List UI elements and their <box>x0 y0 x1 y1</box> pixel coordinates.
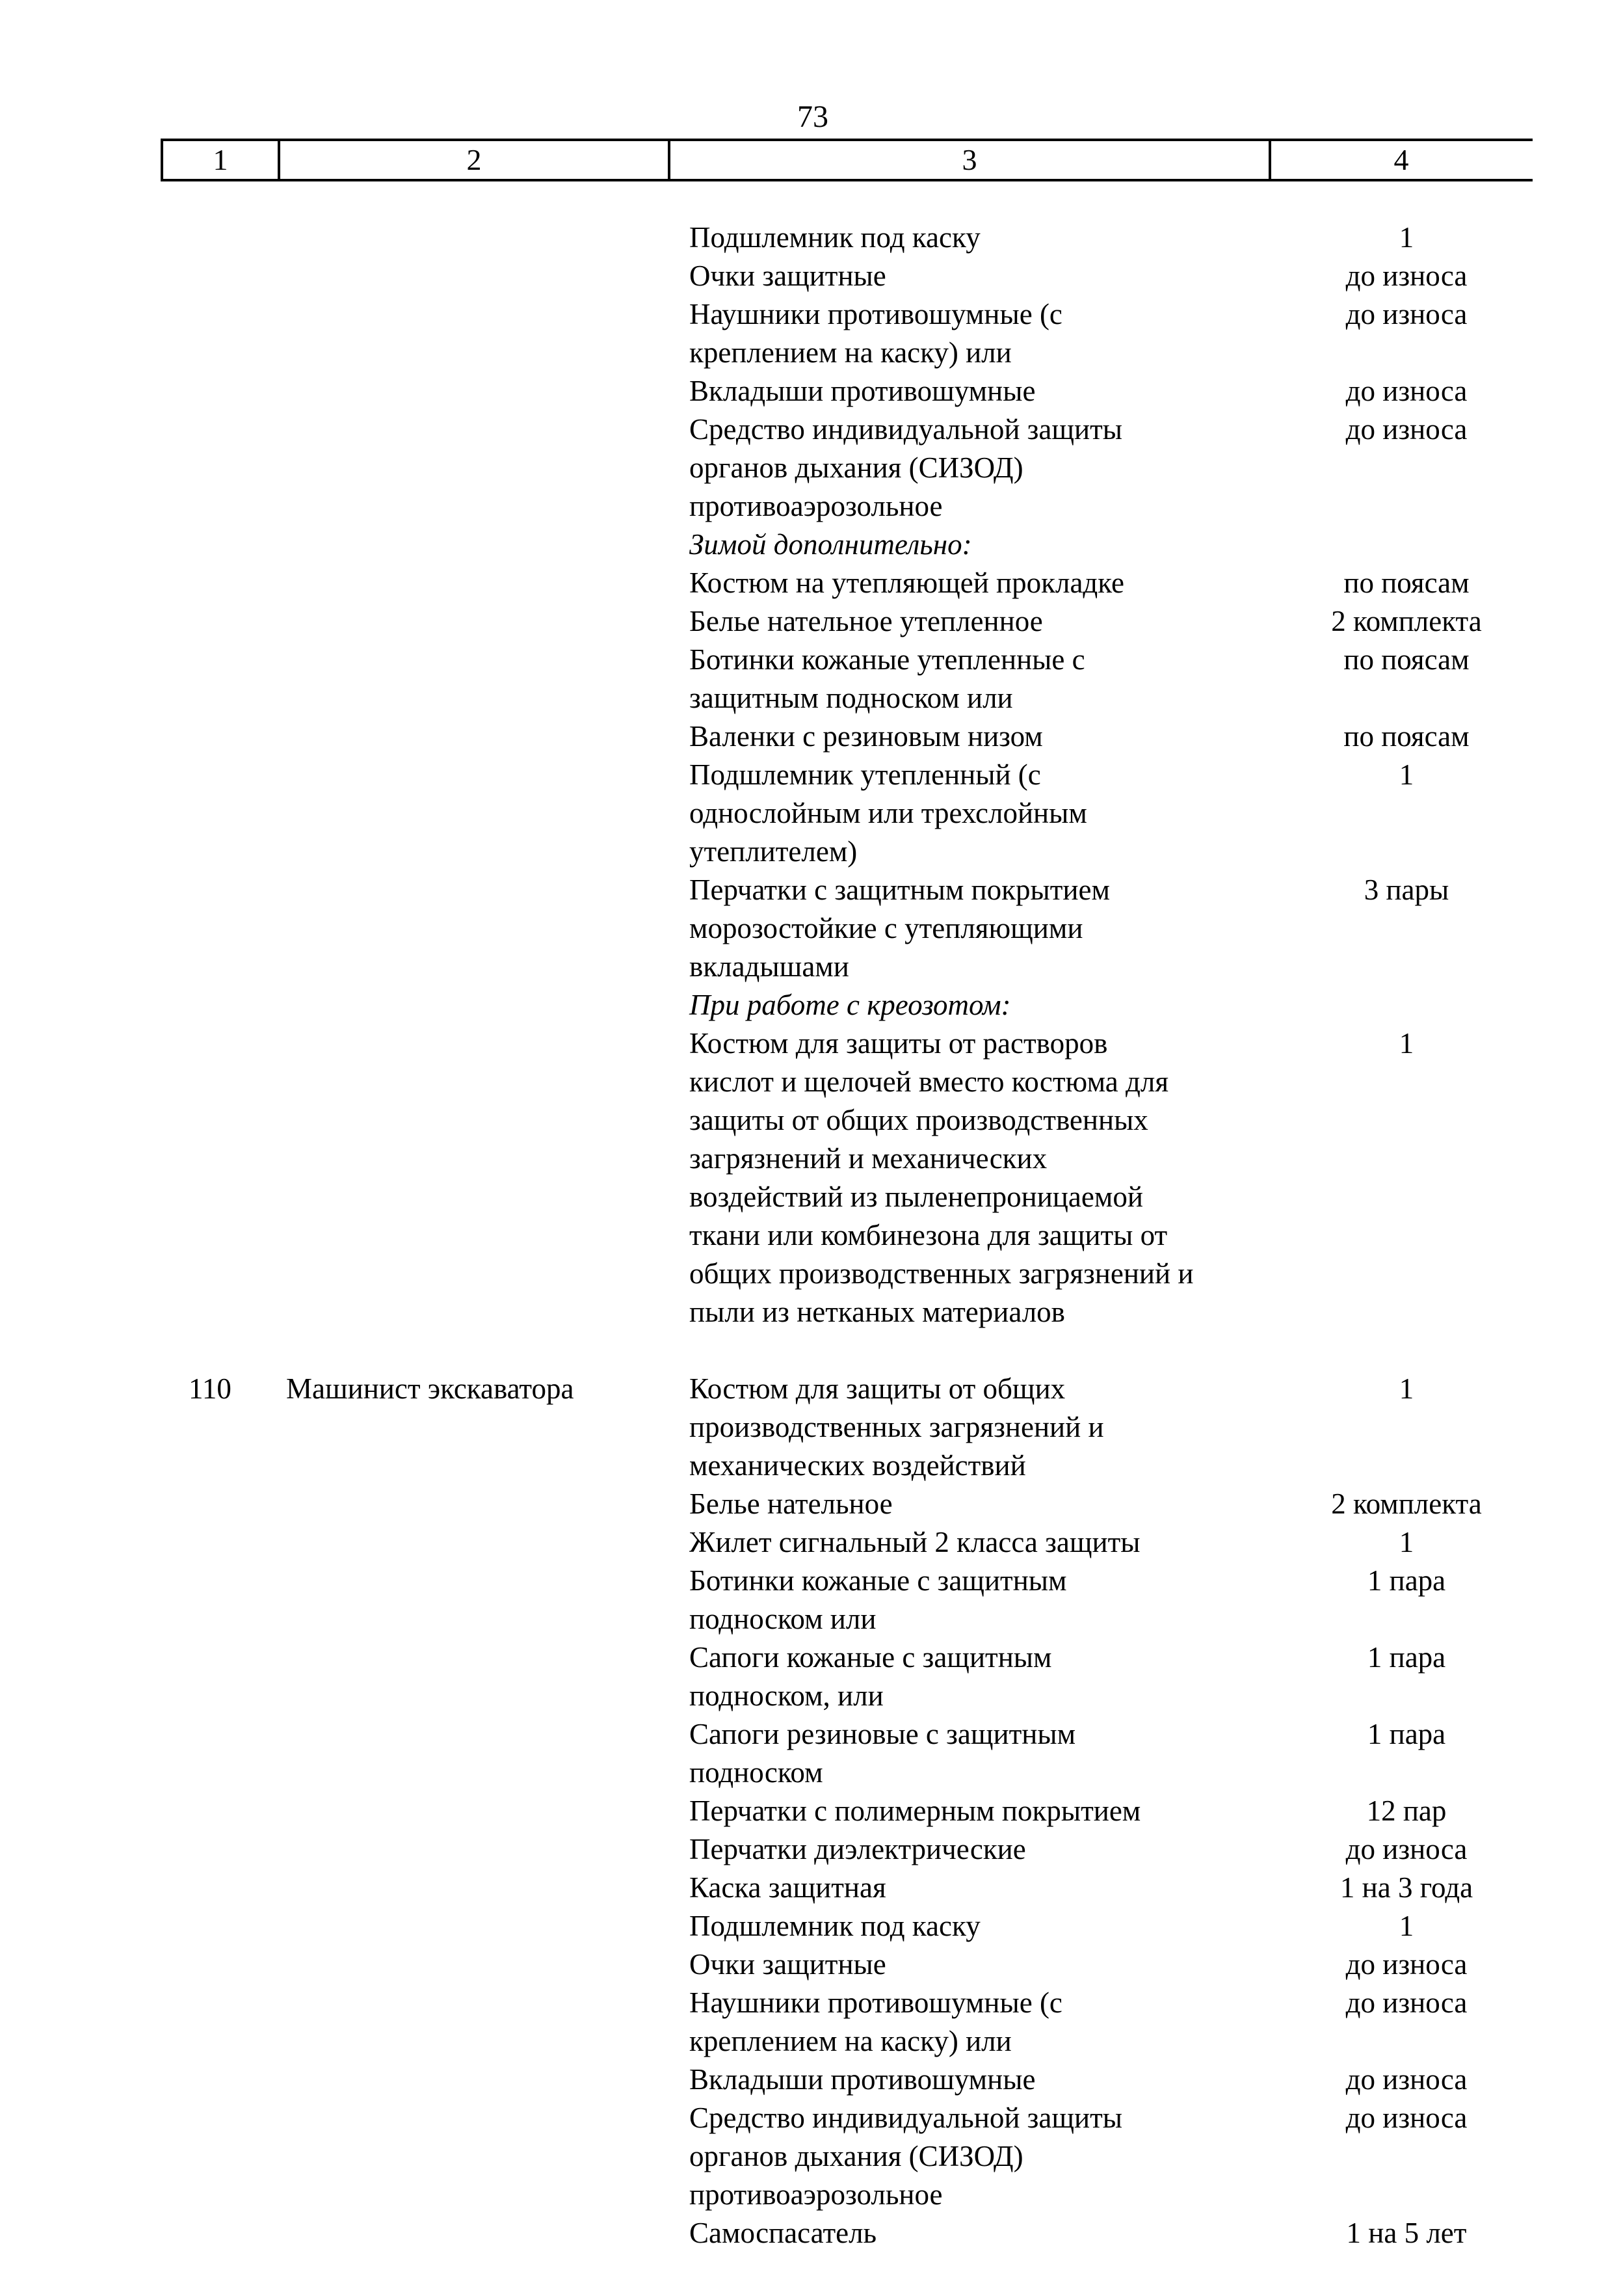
equipment-item <box>681 756 1286 871</box>
equipment-item <box>681 1024 1286 1331</box>
equipment-item <box>681 2099 1286 2214</box>
position-name <box>286 641 681 717</box>
equipment-item <box>681 2061 1286 2099</box>
equipment-item-line: Зимой дополнительно: <box>689 528 972 561</box>
row-number <box>189 1562 286 1638</box>
equipment-item-line: морозостойкие с утепляющими <box>689 912 1083 944</box>
position-name <box>286 1562 681 1638</box>
table-row <box>0 1638 1623 1715</box>
equipment-item-line: общих производственных загрязнений и <box>689 1257 1194 1290</box>
table-row <box>0 641 1623 717</box>
issue-norm: 3 пары <box>1364 874 1449 906</box>
issue-norm: до износа <box>1345 298 1468 330</box>
position-name <box>286 1523 681 1562</box>
position-name <box>286 1869 681 1907</box>
equipment-item <box>681 1523 1286 1562</box>
equipment-item-line: механических воздействий <box>689 1449 1026 1482</box>
row-number <box>189 2061 286 2099</box>
row-number <box>189 1984 286 2061</box>
row-number <box>189 1830 286 1869</box>
issue-norm: 1 <box>1399 1526 1414 1558</box>
issue-norm: по поясам <box>1343 720 1470 753</box>
position-name <box>286 871 681 986</box>
section-subheading <box>681 986 1286 1024</box>
row-number <box>189 2214 286 2252</box>
equipment-item-line: утеплителем) <box>689 835 858 868</box>
column-header-row <box>161 139 1533 181</box>
table-row <box>0 2214 1623 2252</box>
equipment-item-line: Очки защитные <box>689 1948 886 1981</box>
table-row <box>0 219 1623 257</box>
equipment-item-line: Подшлемник под каску <box>689 221 981 254</box>
issue-norm: 1 на 3 года <box>1339 1871 1473 1904</box>
table-row <box>0 717 1623 756</box>
issue-norm <box>1286 986 1527 1024</box>
row-number <box>189 257 286 295</box>
table-row <box>0 372 1623 410</box>
equipment-item <box>681 1370 1286 1485</box>
issue-norm: 1 пара <box>1367 1564 1446 1597</box>
position-name <box>286 1945 681 1984</box>
row-number <box>189 1485 286 1523</box>
table-row <box>0 295 1623 372</box>
position-name <box>286 986 681 1024</box>
equipment-item <box>681 410 1286 526</box>
column-header-3: 3 <box>670 141 1271 179</box>
equipment-item-line: креплением на каску) или <box>689 2025 1012 2057</box>
equipment-item <box>681 1830 1286 1869</box>
issue-norm: до износа <box>1345 2102 1468 2134</box>
equipment-item <box>681 717 1286 756</box>
position-name <box>286 1792 681 1830</box>
table-row <box>0 1523 1623 1562</box>
table-row <box>0 871 1623 986</box>
equipment-item <box>681 641 1286 717</box>
equipment-item-line: Сапоги кожаные с защитным <box>689 1641 1052 1674</box>
row-number <box>189 372 286 410</box>
equipment-item-line: Подшлемник под каску <box>689 1910 981 1942</box>
equipment-item-line: Костюм для защиты от растворов <box>689 1027 1108 1060</box>
equipment-item <box>681 1792 1286 1830</box>
issue-norm: 1 <box>1399 1372 1414 1405</box>
issue-norm: 2 комплекта <box>1331 1488 1482 1520</box>
table-row <box>0 986 1623 1024</box>
table-row <box>0 1485 1623 1523</box>
issue-norm: 1 на 5 лет <box>1346 2217 1467 2249</box>
equipment-item-line: Каска защитная <box>689 1871 886 1904</box>
row-number: 110 <box>189 1372 231 1405</box>
equipment-item <box>681 1984 1286 2061</box>
equipment-item-line: органов дыхания (СИЗОД) <box>689 451 1023 484</box>
equipment-item-line: органов дыхания (СИЗОД) <box>689 2140 1023 2172</box>
row-number <box>189 2099 286 2214</box>
equipment-item-line: защиты от общих производственных <box>689 1104 1148 1136</box>
equipment-item-line: Средство индивидуальной защиты <box>689 2102 1123 2134</box>
row-number <box>189 1523 286 1562</box>
issue-norm: до износа <box>1345 375 1468 407</box>
equipment-item-line: Перчатки диэлектрические <box>689 1833 1026 1865</box>
column-header-1: 1 <box>163 141 280 179</box>
equipment-item <box>681 257 1286 295</box>
table-row <box>0 526 1623 564</box>
equipment-item-line: Белье нательное <box>689 1488 893 1520</box>
position-name <box>286 1485 681 1523</box>
issue-norm: 1 <box>1399 221 1414 254</box>
equipment-item <box>681 1485 1286 1523</box>
column-header-4: 4 <box>1393 143 1409 176</box>
equipment-item-line: воздействий из пыленепроницаемой <box>689 1181 1143 1213</box>
equipment-item-line: однослойным или трехслойным <box>689 797 1087 829</box>
issue-norm: до износа <box>1345 260 1468 292</box>
equipment-item-line: подноском <box>689 1756 823 1789</box>
table-row <box>0 564 1623 602</box>
column-header-2: 2 <box>280 141 670 179</box>
equipment-item-line: производственных загрязнений и <box>689 1411 1104 1443</box>
row-number <box>189 526 286 564</box>
equipment-item-line: Белье нательное утепленное <box>689 605 1043 637</box>
issue-norm: до износа <box>1345 1833 1468 1865</box>
issue-norm: по поясам <box>1343 643 1470 676</box>
issue-norm: 1 <box>1399 758 1414 791</box>
equipment-item <box>681 1638 1286 1715</box>
section-subheading <box>681 526 1286 564</box>
position-name <box>286 756 681 871</box>
position-name <box>286 295 681 372</box>
equipment-item-line: подноском, или <box>689 1679 884 1712</box>
table-row <box>0 1945 1623 1984</box>
table-row <box>0 1792 1623 1830</box>
equipment-item <box>681 1869 1286 1907</box>
position-name <box>286 602 681 641</box>
equipment-item-line: Очки защитные <box>689 260 886 292</box>
position-name <box>286 564 681 602</box>
equipment-item-line: Костюм на утепляющей прокладке <box>689 567 1125 599</box>
equipment-item <box>681 1907 1286 1945</box>
equipment-item <box>681 295 1286 372</box>
row-number <box>189 1945 286 1984</box>
position-name <box>286 717 681 756</box>
row-number <box>189 1792 286 1830</box>
position-name <box>286 526 681 564</box>
row-number <box>189 986 286 1024</box>
equipment-item <box>681 602 1286 641</box>
position-name <box>286 219 681 257</box>
equipment-item-line: креплением на каску) или <box>689 336 1012 369</box>
issue-norm: по поясам <box>1343 567 1470 599</box>
position-name <box>286 1638 681 1715</box>
equipment-item-line: противоаэрозольное <box>689 2178 943 2211</box>
equipment-item-line: Жилет сигнальный 2 класса защиты <box>689 1526 1141 1558</box>
row-number <box>189 1715 286 1792</box>
equipment-item <box>681 871 1286 986</box>
table-body <box>0 219 1623 2252</box>
equipment-item <box>681 1945 1286 1984</box>
position-name <box>286 1830 681 1869</box>
table-row <box>0 2099 1623 2214</box>
table-row <box>0 1024 1623 1331</box>
equipment-item-line: Ботинки кожаные с защитным <box>689 1564 1067 1597</box>
equipment-item-line: Перчатки с полимерным покрытием <box>689 1795 1141 1827</box>
equipment-item-line: Самоспасатель <box>689 2217 877 2249</box>
issue-norm: 1 пара <box>1367 1641 1446 1674</box>
equipment-item-line: защитным подноском или <box>689 682 1013 714</box>
row-number <box>189 1638 286 1715</box>
issue-norm: 1 пара <box>1367 1718 1446 1750</box>
equipment-item-line: противоаэрозольное <box>689 490 943 522</box>
equipment-item-line: Средство индивидуальной защиты <box>689 413 1123 446</box>
table-row <box>0 257 1623 295</box>
position-name <box>286 1907 681 1945</box>
equipment-item <box>681 564 1286 602</box>
equipment-item-line: Вкладыши противошумные <box>689 2063 1036 2096</box>
row-number <box>189 602 286 641</box>
equipment-item <box>681 1562 1286 1638</box>
row-number <box>189 641 286 717</box>
equipment-item-line: кислот и щелочей вместо костюма для <box>689 1065 1169 1098</box>
equipment-item-line: пыли из нетканых материалов <box>689 1296 1065 1328</box>
row-number <box>189 564 286 602</box>
equipment-item-line: загрязнений и механических <box>689 1142 1048 1175</box>
table-row <box>0 602 1623 641</box>
page-number: 73 <box>797 100 828 134</box>
issue-norm: до износа <box>1345 1986 1468 2019</box>
row-number <box>189 219 286 257</box>
position-name <box>286 2099 681 2214</box>
issue-norm: 2 комплекта <box>1331 605 1482 637</box>
equipment-item <box>681 1715 1286 1792</box>
issue-norm: до износа <box>1345 2063 1468 2096</box>
equipment-item-line: Ботинки кожаные утепленные с <box>689 643 1085 676</box>
issue-norm: 12 пар <box>1366 1795 1447 1827</box>
position-name <box>286 1715 681 1792</box>
equipment-item-line: Сапоги резиновые с защитным <box>689 1718 1076 1750</box>
issue-norm <box>1286 526 1527 564</box>
issue-norm: до износа <box>1345 1948 1468 1981</box>
equipment-item-line: Наушники противошумные (с <box>689 298 1062 330</box>
table-row <box>0 1869 1623 1907</box>
equipment-item <box>681 2214 1286 2252</box>
equipment-item-line: Вкладыши противошумные <box>689 375 1036 407</box>
table-row <box>0 2061 1623 2099</box>
row-number <box>189 410 286 526</box>
table-row <box>0 1907 1623 1945</box>
table-row <box>0 1984 1623 2061</box>
position-name <box>286 2061 681 2099</box>
equipment-item-line: подноском или <box>689 1603 877 1635</box>
table-row <box>0 1562 1623 1638</box>
table-row <box>0 410 1623 526</box>
table-row <box>0 1715 1623 1792</box>
position-name <box>286 257 681 295</box>
table-row <box>0 1370 1623 1485</box>
row-number <box>189 1024 286 1331</box>
equipment-item-line: Валенки с резиновым низом <box>689 720 1043 753</box>
position-name <box>286 372 681 410</box>
position-name <box>286 1984 681 2061</box>
row-number <box>189 1869 286 1907</box>
position-name <box>286 410 681 526</box>
position-name <box>286 2214 681 2252</box>
row-number <box>189 756 286 871</box>
table-row <box>0 1830 1623 1869</box>
equipment-item-line: Наушники противошумные (с <box>689 1986 1062 2019</box>
equipment-item-line: ткани или комбинезона для защиты от <box>689 1219 1168 1251</box>
issue-norm: 1 <box>1399 1910 1414 1942</box>
equipment-item <box>681 372 1286 410</box>
equipment-item-line: Подшлемник утепленный (с <box>689 758 1041 791</box>
equipment-item <box>681 219 1286 257</box>
equipment-item-line: При работе с креозотом: <box>689 989 1011 1021</box>
table-row <box>0 756 1623 871</box>
row-number <box>189 295 286 372</box>
equipment-item-line: Перчатки с защитным покрытием <box>689 874 1110 906</box>
equipment-item-line: вкладышами <box>689 950 849 983</box>
equipment-item-line: Костюм для защиты от общих <box>689 1372 1066 1405</box>
position-name: Машинист экскаватора <box>286 1372 574 1405</box>
row-number <box>189 1907 286 1945</box>
row-number <box>189 717 286 756</box>
position-name <box>286 1024 681 1331</box>
issue-norm: 1 <box>1399 1027 1414 1060</box>
issue-norm: до износа <box>1345 413 1468 446</box>
row-number <box>189 871 286 986</box>
